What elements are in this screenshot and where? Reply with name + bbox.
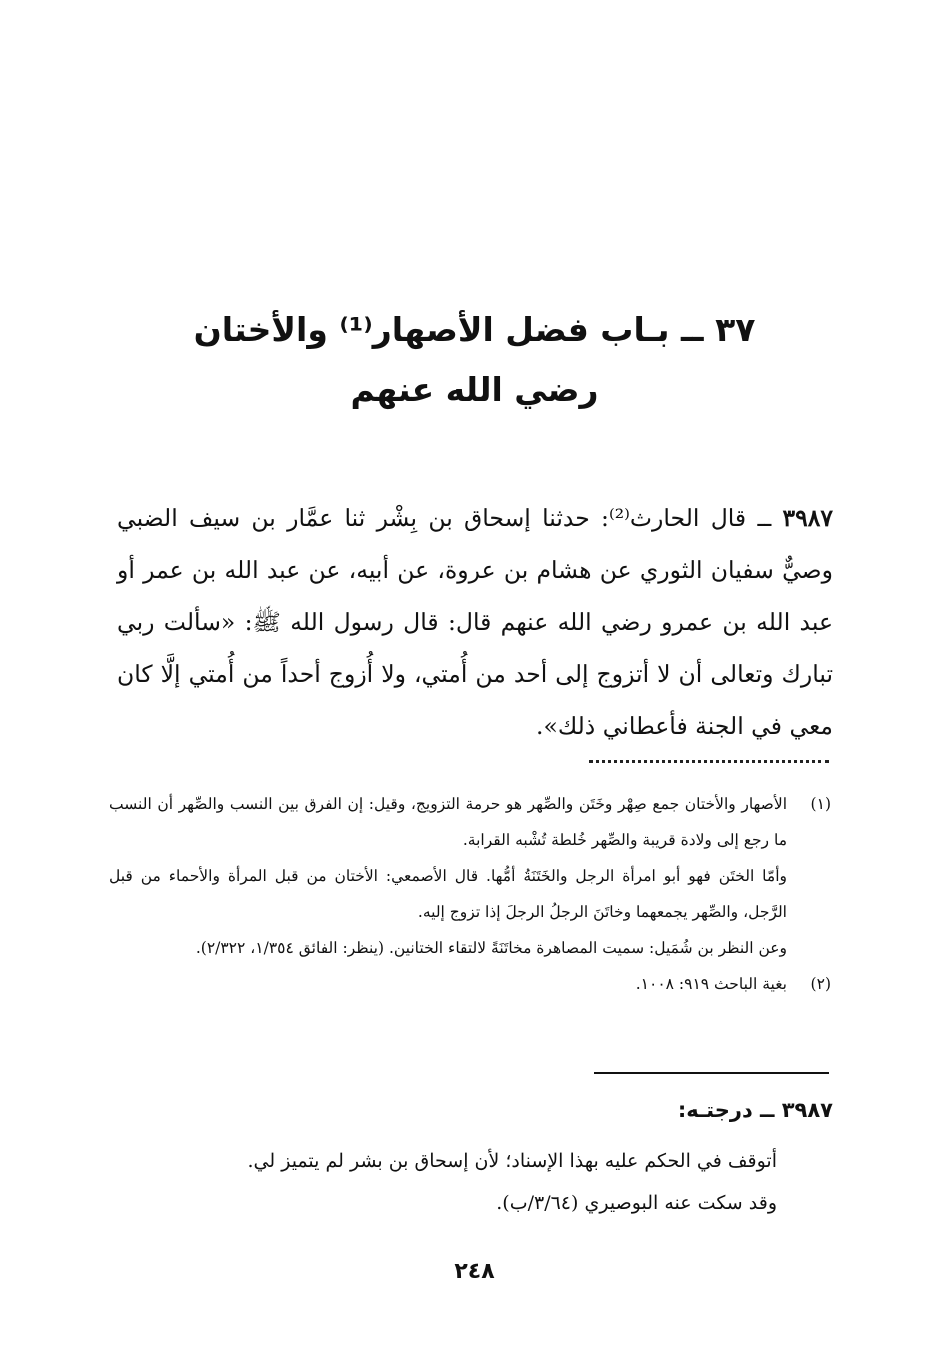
footnote-paragraph: وأمّا الختَن فهو أبو امرأة الرجل والخَتَنَةُ أمُّها. قال الأصمعي: الأختان من قبل المرأة والأحماء من قبل الرَّجل، والصِّهر يجمعهما وخاتَنَ الرجلُ الرجلَ إذا تزوج إليه. [109,867,787,921]
chapter-title-line-1: ٣٧ ــ بـاب فضل الأصهار⁽¹⁾ والأختان [193,310,756,349]
hadith-text [117,492,833,752]
grading-heading: ٣٩٨٧ ــ درجتـه: [677,1098,833,1122]
page-number: ٢٤٨ [454,1259,495,1284]
footnote-paragraph: الأصهار والأختان جمع صِهْر وخَتَن والصِّهر هو حرمة التزويج، وقيل: إن الفرق بين النسب والصِّهر أن النسب ما رجع إلى ولادة قريبة والصِّهر خُلطة تُشْبه القرابة. [109,795,787,849]
footnote-separator [589,760,829,763]
grading-text [127,1140,777,1224]
hadith-body: ــ قال الحارث⁽²⁾: حدثنا إسحاق بن بِشْر ثنا عمَّار بن سيف الضبي وصيٌّ سفيان الثوري عن هشام بن عروة، عن أبيه، عن عبد الله بن عمر أو عبد الله بن عمرو رضي الله عنهم قال: قال رسول الله ﷺ: «سألت ربي تبارك وتعالى أن لا أتزوج إلى أحد من أُمتي، ولا أُزوج أحداً من أُمتي إلَّا كان معي في الجنة فأعطاني ذلك». [117,504,833,740]
footnote-mark: (١) [810,795,831,813]
footnote-paragraph: وعن النظر بن شُمَيل: سميت المصاهرة مخاتَنَةً لالتقاء الختانين. (ينظر: الفائق ١/٣٥٤، ٢/٣٢٢). [195,939,787,957]
hadith-number: ٣٩٨٧ [782,504,833,532]
footnote-paragraph: بغية الباحث ٩١٩: ١٠٠٨. [635,975,787,993]
grading-line: وقد سكت عنه البوصيري (٣/٦٤/ب). [496,1192,777,1214]
grading-separator [594,1072,829,1074]
grading-line: أتوقف في الحكم عليه بهذا الإسناد؛ لأن إسحاق بن بشر لم يتميز لي. [247,1150,777,1172]
footnote-1 [109,786,831,858]
chapter-title-line-2: رضي الله عنهم [350,370,599,409]
footnotes [109,786,831,1002]
chapter-title [0,300,949,420]
footnote-2 [109,966,831,1002]
footnote-mark: (٢) [810,975,831,993]
